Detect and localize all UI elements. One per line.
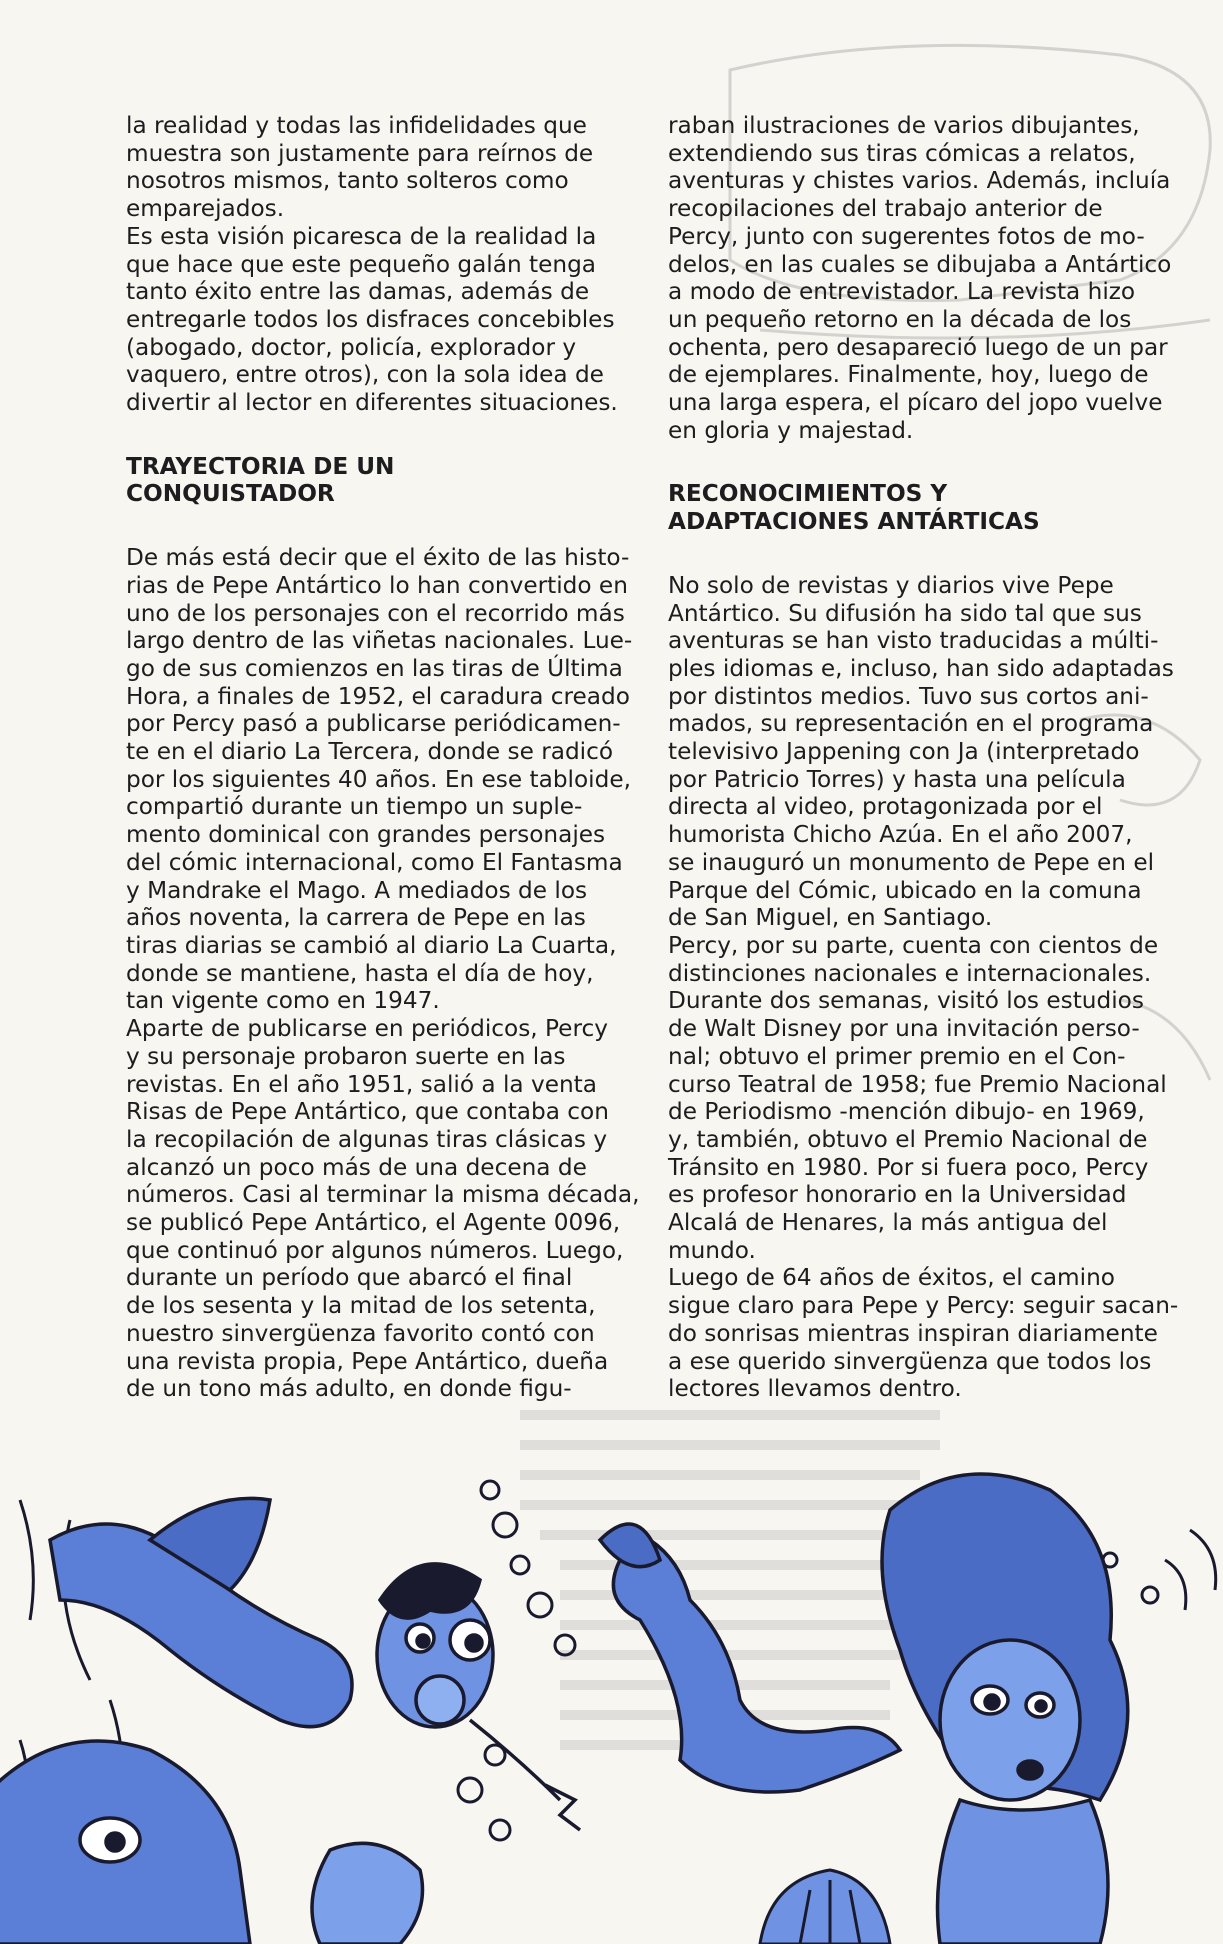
- text-line: delos, en las cuales se dibujaba a Antártico: [668, 250, 1172, 278]
- text-line: revistas. En el año 1951, salió a la venta: [126, 1070, 597, 1098]
- text-line: mundo.: [668, 1236, 756, 1264]
- section-heading-reconocimientos: [668, 480, 1148, 535]
- text-line: Alcalá de Henares, la más antigua del: [668, 1209, 1108, 1237]
- text-line: aventuras y chistes varios. Además, incluía: [668, 167, 1171, 195]
- text-line: nuestro sinvergüenza favorito contó con: [126, 1319, 595, 1347]
- text-line: de San Miguel, en Santiago.: [668, 904, 993, 932]
- text-line: Luego de 64 años de éxitos, el camino: [668, 1264, 1115, 1292]
- text-line: extendiendo sus tiras cómicas a relatos,: [668, 139, 1136, 167]
- text-line: Percy, por su parte, cuenta con cientos de: [668, 931, 1159, 959]
- text-line: Antártico. Su difusión ha sido tal que sus: [668, 599, 1142, 627]
- text-line: ochenta, pero desapareció luego de un par: [668, 333, 1168, 361]
- text-line: ples idiomas e, incluso, han sido adaptadas: [668, 654, 1174, 682]
- text-line: tanto éxito entre las damas, además de: [126, 278, 590, 306]
- text-line: distinciones nacionales e internacionales.: [668, 959, 1152, 987]
- text-line: Aparte de publicarse en periódicos, Percy: [126, 1015, 608, 1043]
- text-line: nal; obtuvo el primer premio en el Con-: [668, 1042, 1126, 1070]
- text-line: go de sus comienzos en las tiras de Última: [126, 654, 623, 682]
- seashell-icon: [760, 1870, 890, 1944]
- text-line: aventuras se han visto traducidas a múlti-: [668, 627, 1159, 655]
- left-column: [126, 112, 640, 1403]
- text-line: rias de Pepe Antártico lo han convertido en: [126, 571, 628, 599]
- text-line: Risas de Pepe Antártico, que contaba con: [126, 1098, 609, 1126]
- text-line: por Patricio Torres) y hasta una película: [668, 765, 1126, 793]
- text-line: que continuó por algunos números. Luego,: [126, 1236, 624, 1264]
- text-line: Hora, a finales de 1952, el caradura creado: [126, 682, 630, 710]
- text-line: de un tono más adulto, en donde figu-: [126, 1375, 572, 1403]
- text-line: en gloria y majestad.: [668, 416, 914, 444]
- text-line: Es esta visión picaresca de la realidad la: [126, 222, 597, 250]
- text-line: del cómic internacional, como El Fantasma: [126, 848, 623, 876]
- text-line: uno de los personajes con el recorrido más: [126, 599, 625, 627]
- text-line: (abogado, doctor, policía, explorador y: [126, 333, 577, 361]
- text-line: a ese querido sinvergüenza que todos los: [668, 1347, 1152, 1375]
- section-heading-trayectoria: [126, 453, 601, 508]
- text-line: Tránsito en 1980. Por si fuera poco, Percy: [668, 1153, 1149, 1181]
- text-line: entregarle todos los disfraces concebibles: [126, 305, 615, 333]
- text-line: por Percy pasó a publicarse periódicamen-: [126, 710, 621, 738]
- text-line: vaquero, entre otros), con la sola idea de: [126, 361, 604, 389]
- text-line: televisivo Jappening con Ja (interpretado: [668, 738, 1140, 766]
- text-line: de los sesenta y la mitad de los setenta,: [126, 1292, 596, 1320]
- mermaid-character-icon: [600, 1474, 1128, 1944]
- text-line: Durante dos semanas, visitó los estudios: [668, 987, 1144, 1015]
- text-line: mados, su representación en el programa: [668, 710, 1154, 738]
- text-line: la realidad y todas las infidelidades que: [126, 112, 587, 139]
- text-line: una revista propia, Pepe Antártico, dueña: [126, 1347, 609, 1375]
- text-line: donde se mantiene, hasta el día de hoy,: [126, 959, 594, 987]
- text-line: números. Casi al terminar la misma década,: [126, 1181, 640, 1209]
- text-line: una larga espera, el pícaro del jopo vuelve: [668, 389, 1163, 417]
- heading-line: TRAYECTORIA DE UN: [126, 452, 395, 480]
- heading-line: RECONOCIMIENTOS Y: [668, 480, 948, 508]
- text-line: sigue claro para Pepe y Percy: seguir sacan-: [668, 1292, 1179, 1320]
- text-line: la recopilación de algunas tiras clásicas y: [126, 1125, 608, 1153]
- text-line: de Walt Disney por una invitación perso-: [668, 1015, 1140, 1043]
- text-line: muestra son justamente para reírnos de: [126, 139, 594, 167]
- text-line: te en el diario La Tercera, donde se radicó: [126, 738, 614, 766]
- text-line: de Periodismo -mención dibujo- en 1969,: [668, 1098, 1145, 1126]
- text-line: humorista Chicho Azúa. En el año 2007,: [668, 821, 1133, 849]
- text-line: compartió durante un tiempo un suple-: [126, 793, 583, 821]
- text-line: De más está decir que el éxito de las histo-: [126, 544, 630, 572]
- text-line: curso Teatral de 1958; fue Premio Nacional: [668, 1070, 1167, 1098]
- heading-line: CONQUISTADOR: [126, 480, 335, 508]
- text-line: recopilaciones del trabajo anterior de: [668, 195, 1103, 223]
- text-line: tan vigente como en 1947.: [126, 987, 440, 1015]
- text-line: mento dominical con grandes personajes: [126, 821, 606, 849]
- text-line: años noventa, la carrera de Pepe en las: [126, 904, 586, 932]
- text-line: se publicó Pepe Antártico, el Agente 0096,: [126, 1209, 621, 1237]
- text-line: Parque del Cómic, ubicado en la comuna: [668, 876, 1142, 904]
- text-line: a modo de entrevistador. La revista hizo: [668, 278, 1136, 306]
- text-line: No solo de revistas y diarios vive Pepe: [668, 571, 1114, 599]
- text-line: alcanzó un poco más de una decena de: [126, 1153, 587, 1181]
- text-line: raban ilustraciones de varios dibujantes,: [668, 112, 1140, 139]
- left-body-paragraph: [126, 544, 640, 1403]
- right-body-paragraph: [668, 571, 1179, 1403]
- text-line: largo dentro de las viñetas nacionales. Lue-: [126, 627, 633, 655]
- text-line: un pequeño retorno en la década de los: [668, 305, 1132, 333]
- text-line: y su personaje probaron suerte en las: [126, 1042, 566, 1070]
- text-line: de ejemplares. Finalmente, hoy, luego de: [668, 361, 1149, 389]
- text-line: y Mandrake el Mago. A mediados de los: [126, 876, 588, 904]
- text-line: Percy, junto con sugerentes fotos de mo-: [668, 222, 1145, 250]
- text-line: y, también, obtuvo el Premio Nacional de: [668, 1125, 1148, 1153]
- text-line: do sonrisas mientras inspiran diariamente: [668, 1319, 1158, 1347]
- text-line: tiras diarias se cambió al diario La Cuarta,: [126, 931, 617, 959]
- right-intro-paragraph: [668, 112, 1172, 444]
- text-line: directa al video, protagonizada por el: [668, 793, 1103, 821]
- text-line: durante un período que abarcó el final: [126, 1264, 573, 1292]
- text-line: por los siguientes 40 años. En ese tabloide,: [126, 765, 631, 793]
- text-line: emparejados.: [126, 195, 285, 223]
- text-line: divertir al lector en diferentes situaciones.: [126, 389, 618, 417]
- left-intro-paragraph: [126, 112, 618, 417]
- right-column: [668, 112, 1179, 1403]
- text-line: se inauguró un monumento de Pepe en el: [668, 848, 1155, 876]
- text-line: lectores llevamos dentro.: [668, 1375, 962, 1403]
- heading-line: ADAPTACIONES ANTÁRTICAS: [668, 508, 1040, 536]
- text-line: nosotros mismos, tanto solteros como: [126, 167, 569, 195]
- text-line: que hace que este pequeño galán tenga: [126, 250, 597, 278]
- text-line: es profesor honorario en la Universidad: [668, 1181, 1127, 1209]
- text-line: por distintos medios. Tuvo sus cortos ani-: [668, 682, 1149, 710]
- underwater-cartoon-illustration: [0, 1474, 1216, 1944]
- bald-man-character-icon: [0, 1741, 423, 1944]
